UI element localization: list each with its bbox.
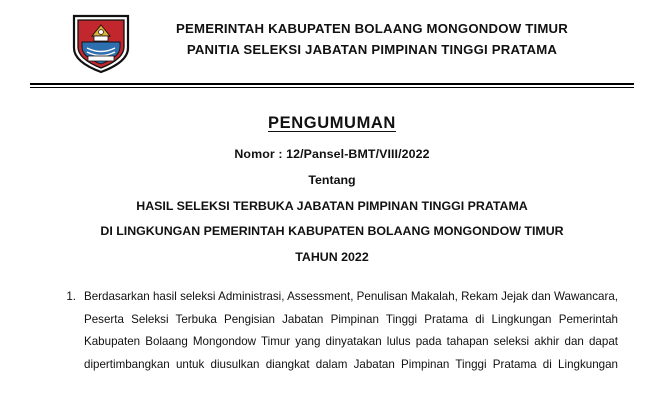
list-item-number: 1. xyxy=(66,290,76,303)
letterhead-text xyxy=(132,10,638,60)
document-about-label: Tentang xyxy=(308,173,356,187)
document-number-label: Nomor : xyxy=(234,147,283,161)
letterhead xyxy=(0,0,664,74)
header-rule-thick xyxy=(30,83,634,85)
document-number xyxy=(0,147,664,161)
letterhead-line-2: PANITIA SELEKSI JABATAN PIMPINAN TINGGI PRATAMA xyxy=(186,42,558,58)
regency-coat-of-arms-icon xyxy=(70,12,132,74)
title-block xyxy=(0,114,664,264)
document-subject-line-1: HASIL SELEKSI TERBUKA JABATAN PIMPINAN TINGGI PRATAMA xyxy=(136,199,528,213)
header-rule-thin xyxy=(30,87,634,88)
document-year: TAHUN 2022 xyxy=(295,250,369,264)
list-item xyxy=(56,286,618,376)
list-item-text: Berdasarkan hasil seleksi Administrasi, Assessment, Penulisan Makalah, Rekam Jejak dan Wawancara, Peserta Seleksi Terbuka Pengisian Jabatan Pimpinan Tinggi Pratama di Lingkungan Pemerintah Kabupaten Bolaang Mongondow Timur yang dinyatakan lulus pada tahapan seleksi akhir dan dapat dipertimbangkan untuk diusulkan diangkat dalam Jabatan Pimpinan Tinggi Pratama di Lingkungan xyxy=(84,290,618,371)
document-number-value: 12/Pansel-BMT/VIII/2022 xyxy=(286,147,430,161)
document-subject-line-2: DI LINGKUNGAN PEMERINTAH KABUPATEN BOLAANG MONGONDOW TIMUR xyxy=(100,224,564,238)
page-title: PENGUMUMAN xyxy=(268,114,396,132)
letterhead-line-1: PEMERINTAH KABUPATEN BOLAANG MONGONDOW TIMUR xyxy=(176,21,568,36)
document-body xyxy=(56,286,618,376)
